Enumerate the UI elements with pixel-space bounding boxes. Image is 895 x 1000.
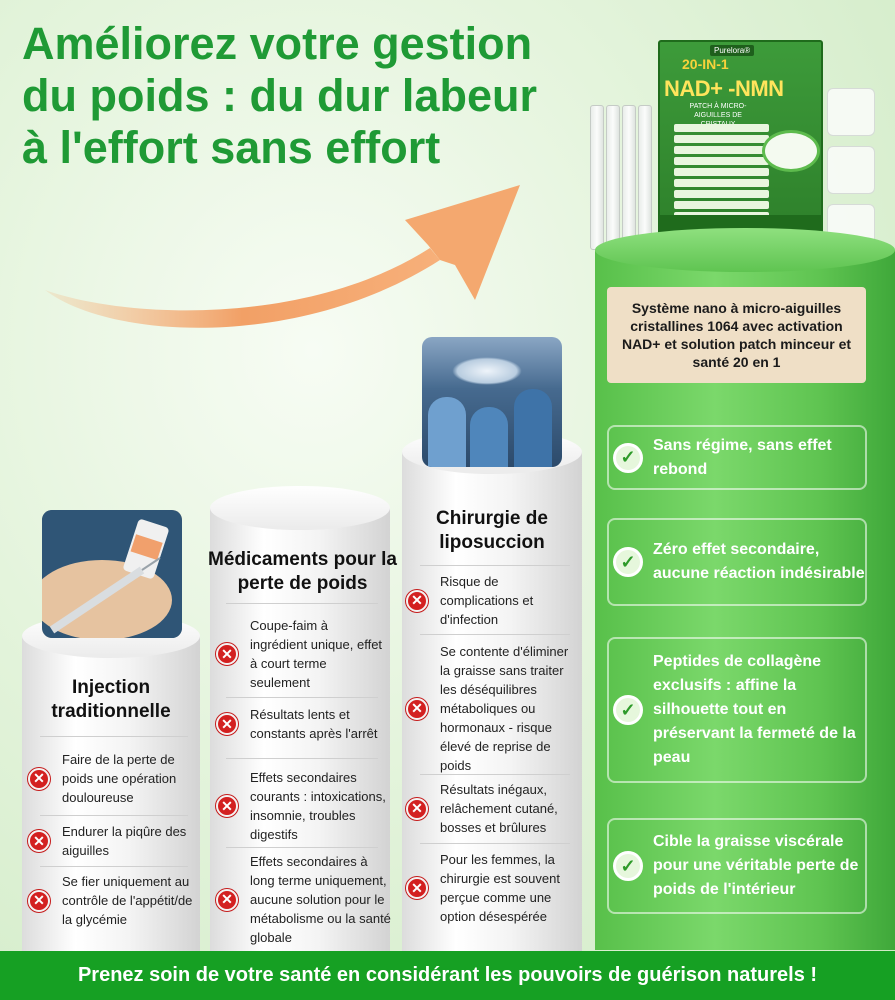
benefit-item: ✓ Cible la graisse viscérale pour une véritable perte de poids de l'intérieur (607, 818, 867, 914)
headline-line-2: du poids : du dur labeur (22, 70, 537, 121)
vials (588, 105, 663, 250)
cross-icon: ✕ (216, 795, 238, 817)
list-item: ✕ Risque de complications et d'infection (406, 572, 576, 629)
list-item: ✕ Effets secondaires courants : intoxications, insomnie, troubles digestifs (216, 768, 386, 844)
cross-icon: ✕ (406, 590, 428, 612)
benefit-item: ✓ Zéro effet secondaire, aucune réaction indésirable (607, 518, 867, 606)
list-item: ✕ Faire de la perte de poids une opération douloureuse (28, 750, 193, 807)
cross-icon: ✕ (216, 889, 238, 911)
system-description: Système nano à micro-aiguilles cristallines 1064 avec activation NAD+ et solution patch minceur et santé 20 en 1 (607, 287, 866, 383)
check-icon: ✓ (613, 851, 643, 881)
list-item: ✕ Résultats lents et constants après l'arrêt (216, 705, 386, 743)
check-icon: ✓ (613, 547, 643, 577)
injection-photo (42, 510, 182, 638)
benefit-item: ✓ Peptides de collagène exclusifs : affine la silhouette tout en préservant la fermeté de la peau (607, 637, 867, 783)
cross-icon: ✕ (28, 768, 50, 790)
list-item: ✕ Effets secondaires à long terme uniquement, aucune solution pour le métabolisme ou la santé globale (216, 852, 391, 947)
surgery-photo (422, 337, 562, 467)
slim-badge (762, 130, 820, 172)
product-image (588, 40, 888, 255)
cross-icon: ✕ (406, 798, 428, 820)
curved-arrow-icon (40, 150, 560, 360)
cross-icon: ✕ (406, 698, 428, 720)
product-box (658, 40, 823, 245)
cross-icon: ✕ (28, 830, 50, 852)
headline-line-1: Améliorez votre gestion (22, 18, 533, 69)
product-brand: Purelora® (710, 45, 754, 56)
list-item: ✕ Pour les femmes, la chirurgie est souvent perçue comme une option désespérée (406, 850, 576, 926)
list-item: ✕ Coupe-faim à ingrédient unique, effet à court terme seulement (216, 616, 386, 692)
column-title-medication: Médicaments pour la perte de poids (208, 549, 397, 594)
cross-icon: ✕ (406, 877, 428, 899)
footer-banner: Prenez soin de votre santé en considérant les pouvoirs de guérison naturels ! (0, 951, 895, 1000)
product-tag: 20-IN-1 (682, 56, 729, 72)
product-feature-list (674, 124, 769, 223)
column-title-liposuction: Chirurgie de liposuccion (436, 508, 548, 553)
headline-line-3: à l'effort sans effort (22, 122, 441, 173)
product-subtitle: PATCH À MICRO-AIGUILLES DE (689, 103, 747, 119)
list-item: ✕ Se contente d'éliminer la graisse sans traiter les déséquilibres métaboliques ou hormonaux - risque élevé de reprise de poids (406, 642, 576, 775)
product-name: NAD+ -NMN (664, 76, 784, 101)
cross-icon: ✕ (28, 890, 50, 912)
benefit-item: ✓ Sans régime, sans effet rebond (607, 425, 867, 490)
cross-icon: ✕ (216, 643, 238, 665)
list-item: ✕ Endurer la piqûre des aiguilles (28, 822, 193, 860)
column-title-injection: Injection traditionnelle (51, 677, 171, 722)
cross-icon: ✕ (216, 713, 238, 735)
list-item: ✕ Se fier uniquement au contrôle de l'appétit/de la glycémie (28, 872, 198, 929)
check-icon: ✓ (613, 443, 643, 473)
check-icon: ✓ (613, 695, 643, 725)
list-item: ✕ Résultats inégaux, relâchement cutané, bosses et brûlures (406, 780, 576, 837)
